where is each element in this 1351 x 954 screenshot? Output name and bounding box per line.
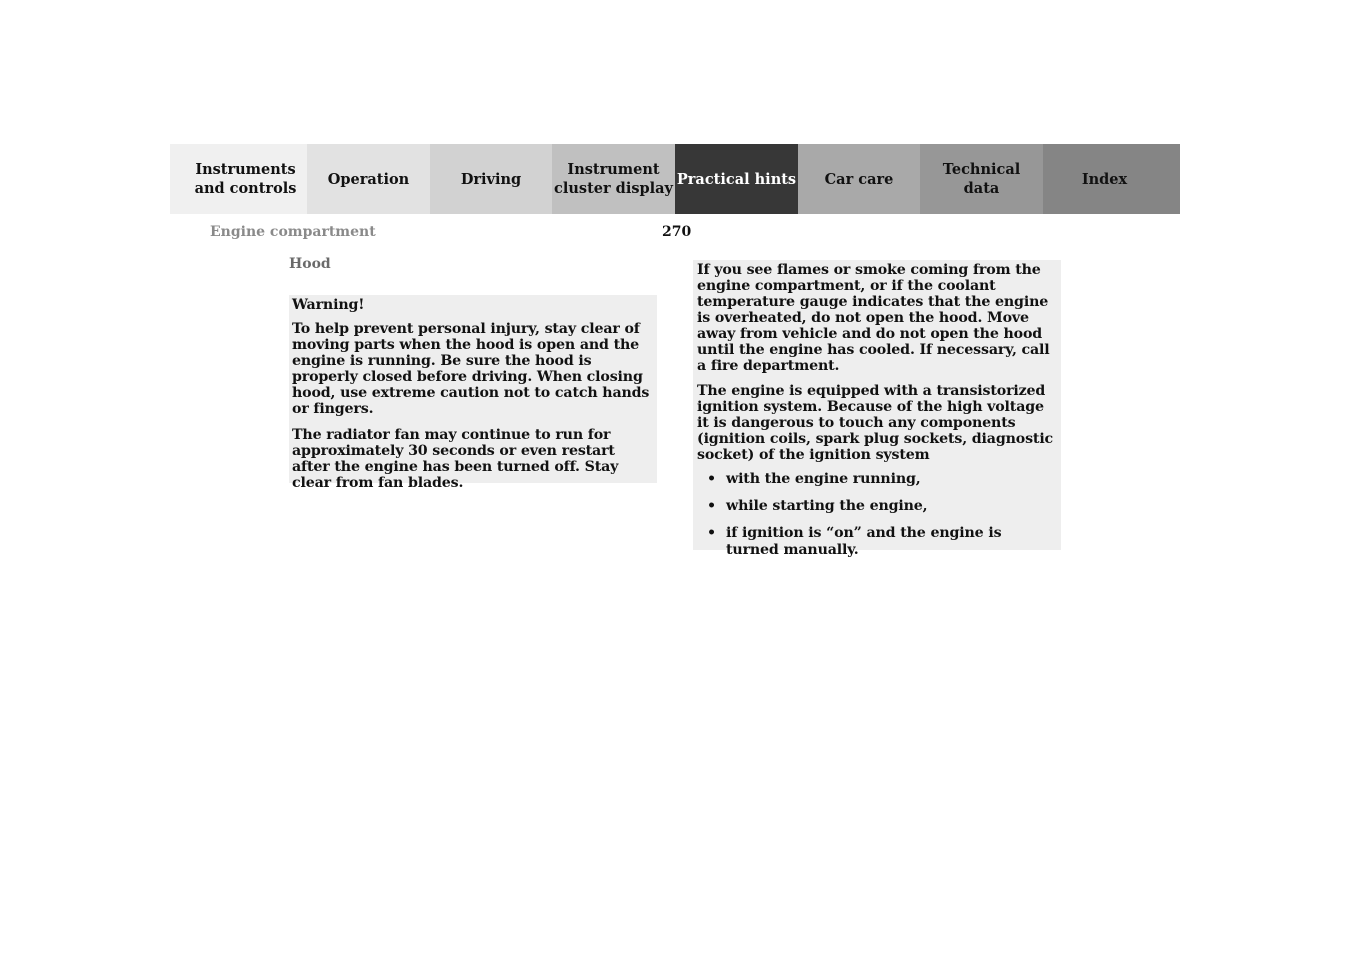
list-item-text: while starting the engine,: [726, 498, 928, 514]
tab-driving[interactable]: [430, 144, 552, 214]
tab-instrument-cluster-display[interactable]: [552, 144, 675, 214]
tab-label: Instruments and controls: [194, 161, 297, 197]
tab-label: Index: [1081, 170, 1128, 188]
info-box: [693, 260, 1061, 558]
tab-car-care[interactable]: [798, 144, 920, 214]
tab-operation[interactable]: [307, 144, 430, 214]
section-title: Engine compartment: [210, 224, 376, 240]
bullet-icon: •: [707, 471, 716, 487]
warning-paragraph: The radiator fan may continue to run for approximately 30 seconds or even restart after the engine has been turned off. Stay clear from fan blades.: [292, 427, 619, 491]
warning-title: Warning!: [292, 297, 365, 313]
list-item-text: with the engine running,: [726, 471, 921, 487]
tab-practical-hints[interactable]: [675, 144, 798, 214]
list-item: [697, 525, 1057, 559]
bullet-icon: •: [707, 525, 716, 541]
tab-instruments-and-controls[interactable]: [170, 144, 307, 214]
list-item-text: if ignition is “on” and the engine is turned manually.: [726, 525, 1002, 558]
tab-label: Operation: [327, 170, 410, 188]
chapter-tab-bar: [170, 144, 1180, 214]
tab-label: Instrument cluster display: [554, 161, 673, 197]
list-item: [697, 498, 1057, 515]
tab-label: Practical hints: [676, 170, 797, 188]
ignition-hazard-list: [697, 471, 1057, 559]
info-paragraph: If you see flames or smoke coming from the engine compartment, or if the coolant temperature gauge indicates that the engine is overheated, do not open the hood. Move away from vehicle and do not open the hood until the engine has cooled. If necessary, call a fire department.: [697, 262, 1050, 374]
info-paragraph: The engine is equipped with a transistorized ignition system. Because of the high voltage it is dangerous to touch any components (ignition coils, spark plug sockets, diagnostic socket) of the ignition system: [697, 383, 1054, 463]
list-item: [697, 471, 1057, 488]
bullet-icon: •: [707, 498, 716, 514]
warning-paragraph: To help prevent personal injury, stay clear of moving parts when the hood is open and the engine is running. Be sure the hood is properly closed before driving. When closing hood, use extreme caution not to catch hands or fingers.: [292, 321, 650, 417]
tab-index[interactable]: [1043, 144, 1180, 214]
page-number: 270: [662, 224, 692, 240]
warning-box: [289, 295, 657, 491]
subheading-hood: Hood: [289, 256, 331, 272]
tab-label: Driving: [460, 170, 522, 188]
tab-label: Car care: [824, 170, 894, 188]
tab-technical-data[interactable]: [920, 144, 1043, 214]
tab-label: Technical data: [942, 161, 1021, 197]
